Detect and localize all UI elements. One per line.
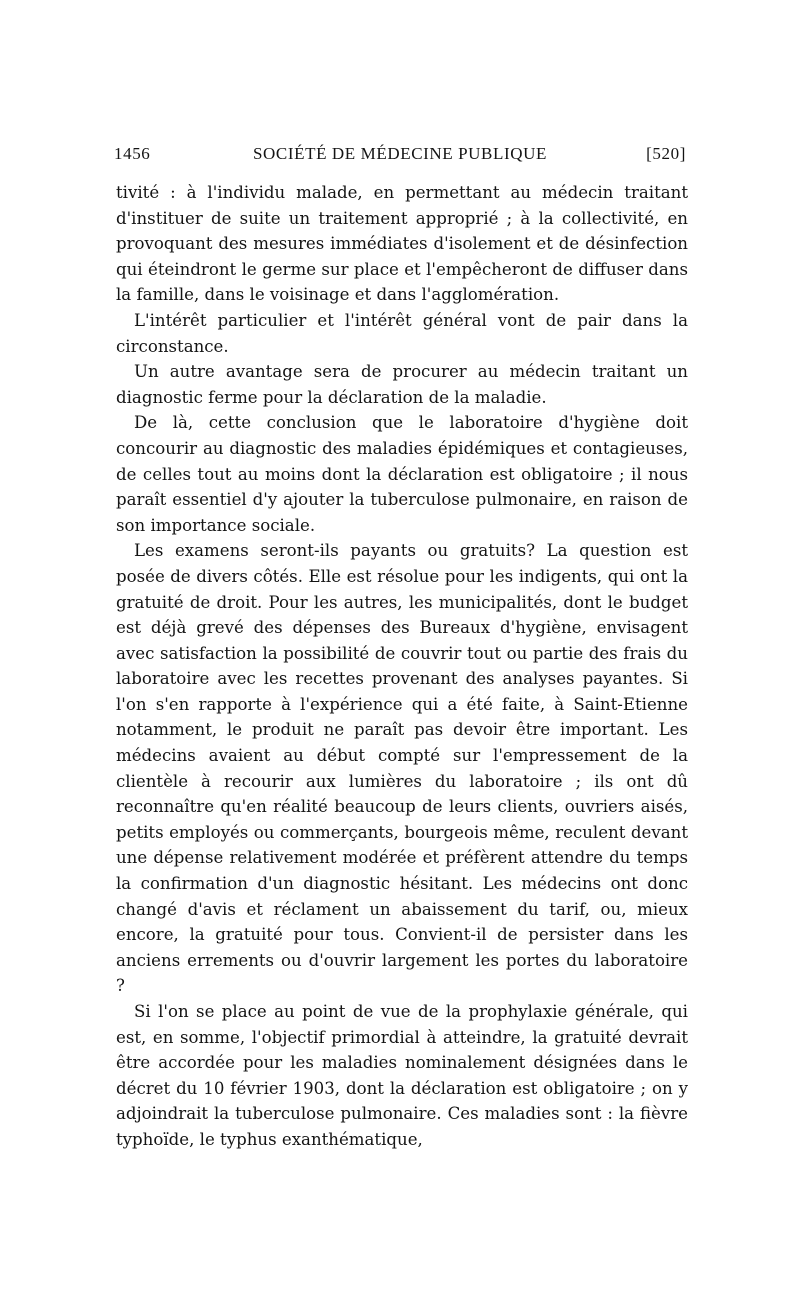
journal-title: SOCIÉTÉ DE MÉDECINE PUBLIQUE	[253, 144, 547, 163]
paragraph-continuation: tivité : à l'individu malade, en permettant au médecin traitant d'instituer de suite un traitement approprié ; à la collectivité, en provoquant des mesures immédiates d'isolement et de désinfection qui éteindront le germe sur place et l'empêcheront de diffuser dans la famille, dans le voisinage et dans l'agglomération.	[116, 183, 688, 305]
paragraph: De là, cette conclusion que le laboratoire d'hygiène doit concourir au diagnostic des maladies épidémiques et contagieuses, de celles tout au moins dont la déclaration est obligatoire ; il nous paraît essentiel d'y ajouter la tuberculose pulmonaire, en raison de son importance sociale.	[116, 413, 688, 535]
body-text	[116, 180, 688, 1153]
bracketed-page-number: [520]	[646, 144, 686, 163]
page-number: 1456	[114, 144, 151, 163]
paragraph: Un autre avantage sera de procurer au médecin traitant un diagnostic ferme pour la déclaration de la maladie.	[116, 362, 688, 407]
paragraph: L'intérêt particulier et l'intérêt général vont de pair dans la circonstance.	[116, 310, 688, 356]
paragraph: Les examens seront-ils payants ou gratuits? La question est posée de divers côtés. Elle est résolue pour les indigents, qui ont la gratuité de droit. Pour les autres, les municipalités, dont le budget est déjà grevé des dépenses des Bureaux d'hygiène, envisagent avec satisfaction la possibilité de couvrir tout ou partie des frais du laboratoire avec les recettes provenant des analyses payantes. Si l'on s'en rapporte à l'expérience qui a été faite, à Saint-Etienne notamment, le produit ne paraît pas devoir être important. Les médecins avaient au début compté sur l'empressement de la clientèle à recourir aux lumières du laboratoire ; ils ont dû reconnaître qu'en réalité beaucoup de leurs clients, ouvriers aisés, petits employés ou commerçants, bourgeois même, reculent devant une dépense relativement modérée et préfèrent attendre du temps la confirmation d'un diagnostic hésitant. Les médecins ont donc changé d'avis et réclament un abaissement du tarif, ou, mieux encore, la gratuité pour tous. Convient-il de persister dans les anciens errements ou d'ouvrir largement les portes du laboratoire ?	[116, 541, 688, 996]
paragraph: Si l'on se place au point de vue de la prophylaxie générale, qui est, en somme, l'objectif primordial à atteindre, la gratuité devrait être accordée pour les maladies nominalement désignées dans le décret du 10 février 1903, dont la déclaration est obligatoire ; on y adjoindrait la tuberculose pulmonaire. Ces maladies sont : la fièvre typhoïde, le typhus exanthématique,	[116, 1002, 688, 1149]
running-head	[114, 144, 686, 170]
